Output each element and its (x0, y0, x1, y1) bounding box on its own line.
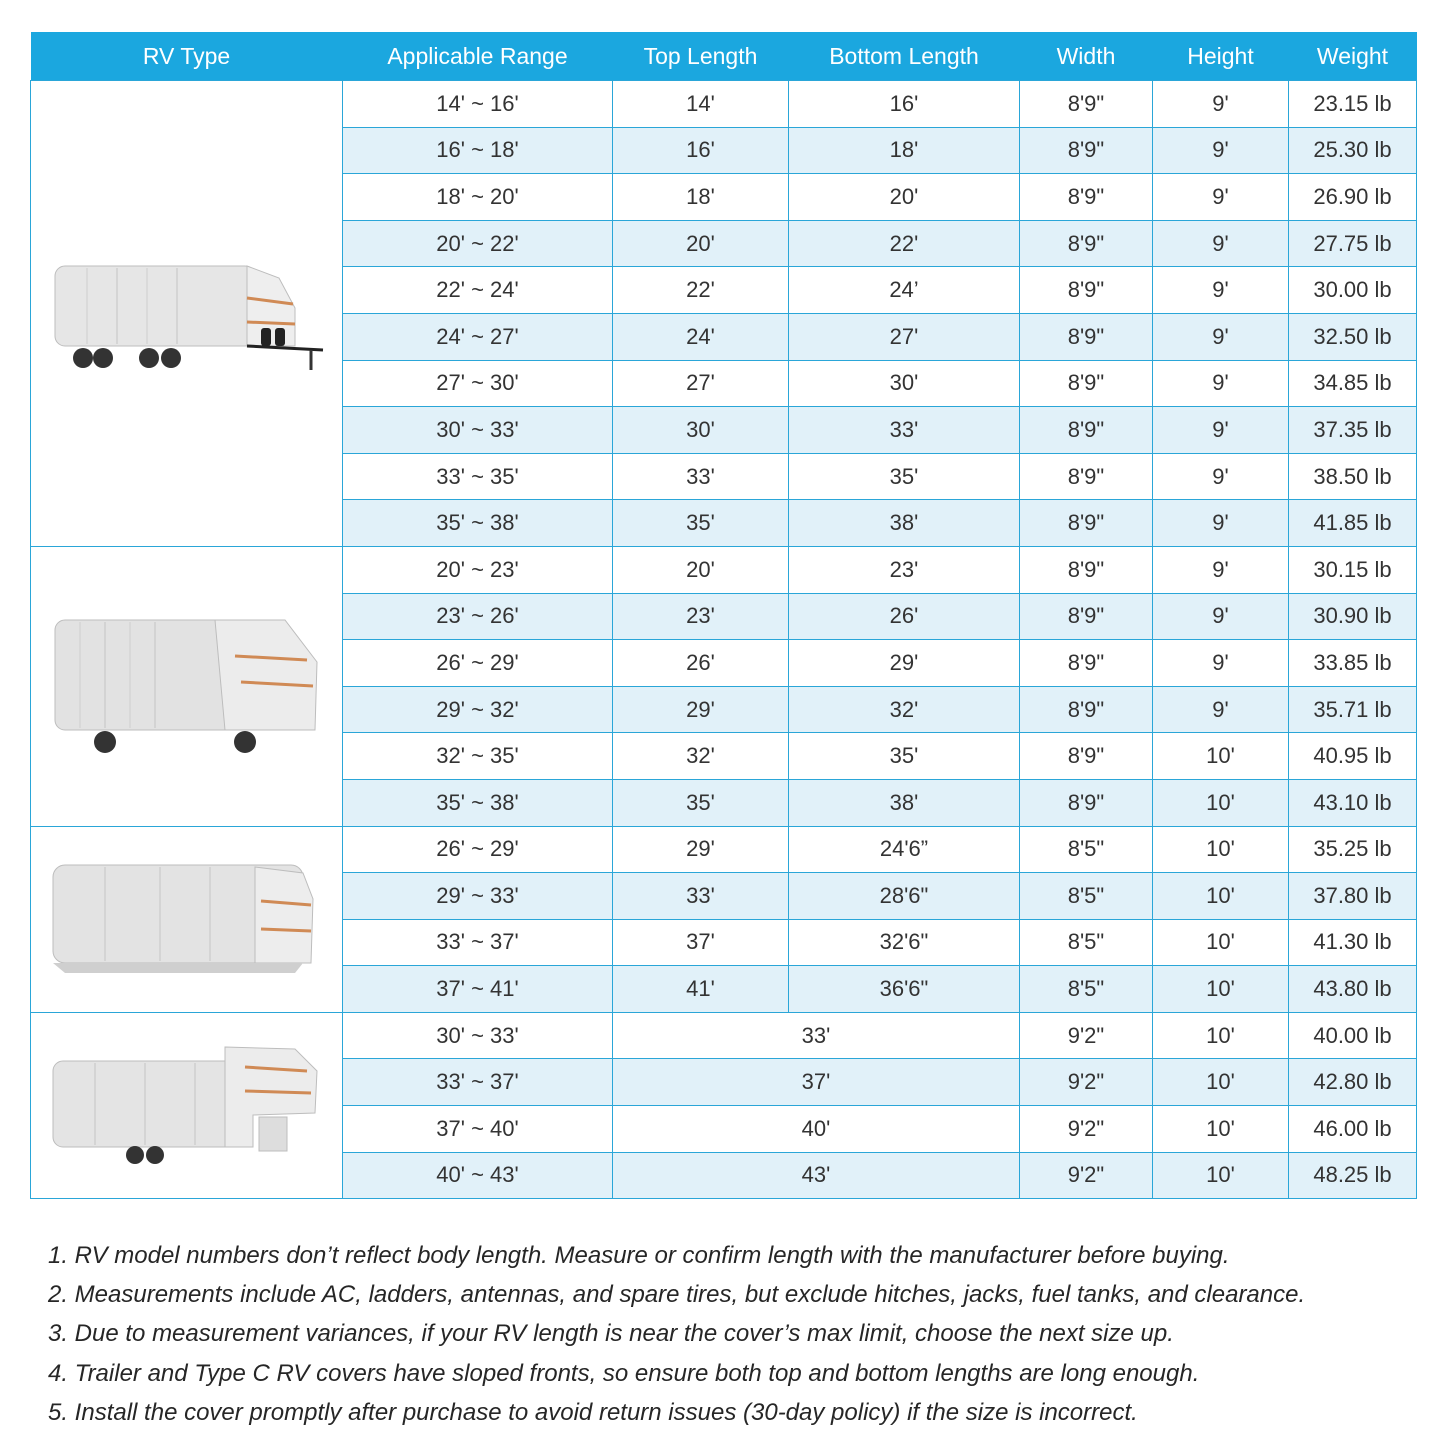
range-cell: 26' ~ 29' (343, 640, 613, 687)
width-cell: 8'9" (1020, 313, 1153, 360)
weight-cell: 30.90 lb (1289, 593, 1417, 640)
height-cell: 10' (1153, 919, 1289, 966)
top-length-cell: 41' (613, 966, 789, 1013)
header-top-length: Top Length (613, 32, 789, 81)
width-cell: 8'9" (1020, 267, 1153, 314)
height-cell: 9' (1153, 453, 1289, 500)
height-cell: 9' (1153, 267, 1289, 314)
fifth-wheel-cover-image (31, 1031, 342, 1181)
bottom-length-cell: 23' (789, 546, 1020, 593)
width-cell: 9'2" (1020, 1059, 1153, 1106)
top-length-cell: 32' (613, 733, 789, 780)
bottom-length-cell: 29' (789, 640, 1020, 687)
width-cell: 9'2" (1020, 1012, 1153, 1059)
bottom-length-cell: 32' (789, 686, 1020, 733)
bottom-length-cell: 24'6” (789, 826, 1020, 873)
bottom-length-cell: 16' (789, 81, 1020, 128)
top-length-cell: 20' (613, 546, 789, 593)
top-length-cell: 30' (613, 407, 789, 454)
weight-cell: 46.00 lb (1289, 1106, 1417, 1153)
length-cell: 40' (613, 1106, 1020, 1153)
bottom-length-cell: 22' (789, 220, 1020, 267)
note: 5. Install the cover promptly after purchase to avoid return issues (30-day policy) if the size is incorrect. (48, 1398, 1138, 1426)
range-cell: 16' ~ 18' (343, 127, 613, 174)
width-cell: 8'9" (1020, 686, 1153, 733)
height-cell: 10' (1153, 873, 1289, 920)
bottom-length-cell: 32'6" (789, 919, 1020, 966)
notes (48, 1236, 1428, 1432)
travel-trailer-cover-image (31, 238, 342, 388)
range-cell: 20' ~ 23' (343, 546, 613, 593)
top-length-cell: 20' (613, 220, 789, 267)
height-cell: 9' (1153, 640, 1289, 687)
weight-cell: 42.80 lb (1289, 1059, 1417, 1106)
width-cell: 8'9" (1020, 407, 1153, 454)
weight-cell: 23.15 lb (1289, 81, 1417, 128)
height-cell: 10' (1153, 779, 1289, 826)
height-cell: 9' (1153, 360, 1289, 407)
range-cell: 29' ~ 33' (343, 873, 613, 920)
range-cell: 18' ~ 20' (343, 174, 613, 221)
top-length-cell: 18' (613, 174, 789, 221)
top-length-cell: 27' (613, 360, 789, 407)
range-cell: 14' ~ 16' (343, 81, 613, 128)
table-row (31, 826, 1417, 873)
height-cell: 9' (1153, 81, 1289, 128)
weight-cell: 25.30 lb (1289, 127, 1417, 174)
header-weight: Weight (1289, 32, 1417, 81)
bottom-length-cell: 27' (789, 313, 1020, 360)
bottom-length-cell: 33' (789, 407, 1020, 454)
weight-cell: 38.50 lb (1289, 453, 1417, 500)
size-table (30, 32, 1417, 1199)
height-cell: 9' (1153, 500, 1289, 547)
range-cell: 35' ~ 38' (343, 500, 613, 547)
height-cell: 9' (1153, 593, 1289, 640)
width-cell: 8'9" (1020, 127, 1153, 174)
weight-cell: 40.95 lb (1289, 733, 1417, 780)
weight-cell: 30.00 lb (1289, 267, 1417, 314)
weight-cell: 37.35 lb (1289, 407, 1417, 454)
width-cell: 8'9" (1020, 733, 1153, 780)
top-length-cell: 37' (613, 919, 789, 966)
weight-cell: 48.25 lb (1289, 1152, 1417, 1199)
height-cell: 10' (1153, 733, 1289, 780)
weight-cell: 41.85 lb (1289, 500, 1417, 547)
width-cell: 8'5" (1020, 966, 1153, 1013)
table-row (31, 546, 1417, 593)
top-length-cell: 22' (613, 267, 789, 314)
top-length-cell: 16' (613, 127, 789, 174)
bottom-length-cell: 35' (789, 453, 1020, 500)
width-cell: 9'2" (1020, 1152, 1153, 1199)
rv-type-cell (31, 81, 343, 547)
header-width: Width (1020, 32, 1153, 81)
top-length-cell: 29' (613, 686, 789, 733)
weight-cell: 32.50 lb (1289, 313, 1417, 360)
weight-cell: 30.15 lb (1289, 546, 1417, 593)
height-cell: 9' (1153, 686, 1289, 733)
width-cell: 8'9" (1020, 81, 1153, 128)
height-cell: 10' (1153, 966, 1289, 1013)
weight-cell: 43.80 lb (1289, 966, 1417, 1013)
header-applicable-range: Applicable Range (343, 32, 613, 81)
note: 2. Measurements include AC, ladders, antennas, and spare tires, but exclude hitches, jacks, fuel tanks, and clearance. (48, 1281, 1306, 1309)
width-cell: 8'5" (1020, 826, 1153, 873)
weight-cell: 41.30 lb (1289, 919, 1417, 966)
width-cell: 8'9" (1020, 593, 1153, 640)
range-cell: 37' ~ 40' (343, 1106, 613, 1153)
height-cell: 10' (1153, 1152, 1289, 1199)
weight-cell: 43.10 lb (1289, 779, 1417, 826)
top-length-cell: 23' (613, 593, 789, 640)
top-length-cell: 24' (613, 313, 789, 360)
bottom-length-cell: 35' (789, 733, 1020, 780)
width-cell: 8'9" (1020, 453, 1153, 500)
range-cell: 29' ~ 32' (343, 686, 613, 733)
bottom-length-cell: 36'6" (789, 966, 1020, 1013)
range-cell: 35' ~ 38' (343, 779, 613, 826)
range-cell: 33' ~ 37' (343, 919, 613, 966)
header-rv-type: RV Type (31, 32, 343, 81)
weight-cell: 37.80 lb (1289, 873, 1417, 920)
top-length-cell: 33' (613, 873, 789, 920)
header-row (31, 32, 1417, 81)
range-cell: 30' ~ 33' (343, 407, 613, 454)
range-cell: 27' ~ 30' (343, 360, 613, 407)
top-length-cell: 35' (613, 779, 789, 826)
range-cell: 37' ~ 41' (343, 966, 613, 1013)
weight-cell: 27.75 lb (1289, 220, 1417, 267)
top-length-cell: 29' (613, 826, 789, 873)
height-cell: 10' (1153, 826, 1289, 873)
range-cell: 24' ~ 27' (343, 313, 613, 360)
bottom-length-cell: 38' (789, 500, 1020, 547)
weight-cell: 35.25 lb (1289, 826, 1417, 873)
weight-cell: 34.85 lb (1289, 360, 1417, 407)
class-a-rv-cover-image (31, 849, 342, 989)
length-cell: 33' (613, 1012, 1020, 1059)
note: 4. Trailer and Type C RV covers have sloped fronts, so ensure both top and bottom lengths are long enough. (48, 1359, 1200, 1387)
note: 3. Due to measurement variances, if your RV length is near the cover’s max limit, choose the next size up. (48, 1320, 1174, 1348)
top-length-cell: 35' (613, 500, 789, 547)
bottom-length-cell: 20' (789, 174, 1020, 221)
range-cell: 20' ~ 22' (343, 220, 613, 267)
width-cell: 8'9" (1020, 500, 1153, 547)
width-cell: 8'5" (1020, 919, 1153, 966)
height-cell: 10' (1153, 1106, 1289, 1153)
range-cell: 33' ~ 35' (343, 453, 613, 500)
width-cell: 8'9" (1020, 174, 1153, 221)
height-cell: 9' (1153, 174, 1289, 221)
bottom-length-cell: 30' (789, 360, 1020, 407)
width-cell: 8'9" (1020, 640, 1153, 687)
width-cell: 8'9" (1020, 546, 1153, 593)
bottom-length-cell: 18' (789, 127, 1020, 174)
width-cell: 8'9" (1020, 779, 1153, 826)
weight-cell: 40.00 lb (1289, 1012, 1417, 1059)
range-cell: 33' ~ 37' (343, 1059, 613, 1106)
bottom-length-cell: 38' (789, 779, 1020, 826)
range-cell: 32' ~ 35' (343, 733, 613, 780)
class-c-rv-cover-image (31, 606, 342, 766)
weight-cell: 26.90 lb (1289, 174, 1417, 221)
width-cell: 8'5" (1020, 873, 1153, 920)
height-cell: 9' (1153, 313, 1289, 360)
weight-cell: 33.85 lb (1289, 640, 1417, 687)
table-row (31, 81, 1417, 128)
range-cell: 23' ~ 26' (343, 593, 613, 640)
note: 1. RV model numbers don’t reflect body length. Measure or confirm length with the manufacturer before buying. (48, 1242, 1230, 1269)
top-length-cell: 14' (613, 81, 789, 128)
top-length-cell: 26' (613, 640, 789, 687)
height-cell: 9' (1153, 407, 1289, 454)
weight-cell: 35.71 lb (1289, 686, 1417, 733)
width-cell: 8'9" (1020, 220, 1153, 267)
rv-type-cell (31, 546, 343, 826)
length-cell: 37' (613, 1059, 1020, 1106)
bottom-length-cell: 26' (789, 593, 1020, 640)
range-cell: 40' ~ 43' (343, 1152, 613, 1199)
top-length-cell: 33' (613, 453, 789, 500)
bottom-length-cell: 24’ (789, 267, 1020, 314)
size-chart (30, 32, 1416, 1426)
height-cell: 9' (1153, 220, 1289, 267)
width-cell: 9'2" (1020, 1106, 1153, 1153)
range-cell: 26' ~ 29' (343, 826, 613, 873)
range-cell: 22' ~ 24' (343, 267, 613, 314)
header-bottom-length: Bottom Length (789, 32, 1020, 81)
height-cell: 9' (1153, 127, 1289, 174)
length-cell: 43' (613, 1152, 1020, 1199)
header-height: Height (1153, 32, 1289, 81)
range-cell: 30' ~ 33' (343, 1012, 613, 1059)
width-cell: 8'9" (1020, 360, 1153, 407)
height-cell: 9' (1153, 546, 1289, 593)
rv-type-cell (31, 1012, 343, 1198)
rv-type-cell (31, 826, 343, 1012)
bottom-length-cell: 28'6" (789, 873, 1020, 920)
table-row (31, 1012, 1417, 1059)
height-cell: 10' (1153, 1012, 1289, 1059)
height-cell: 10' (1153, 1059, 1289, 1106)
